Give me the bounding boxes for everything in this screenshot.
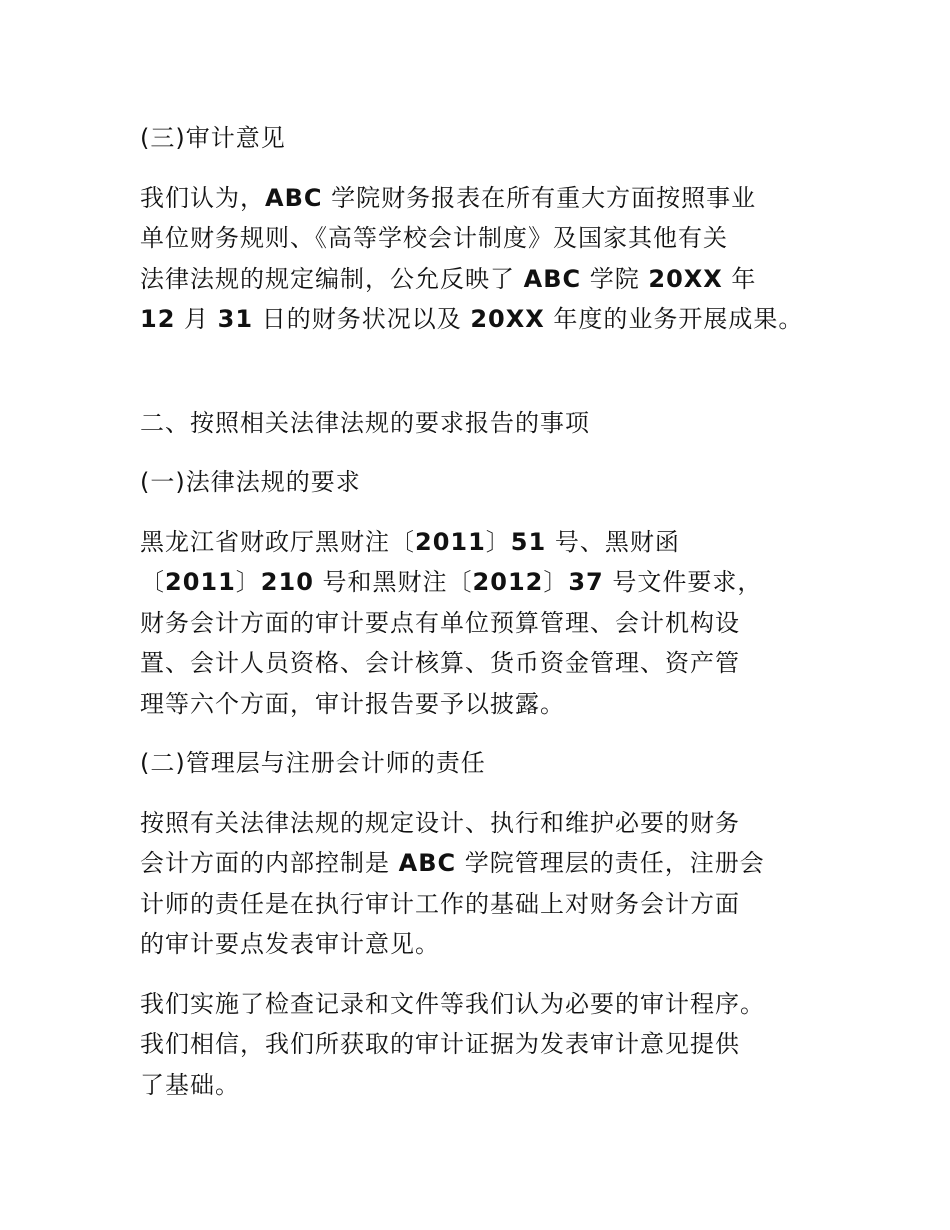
text-run: 〕	[543, 568, 569, 596]
requirements-paragraph	[140, 522, 820, 725]
text-line	[140, 984, 820, 1025]
text-line	[140, 259, 820, 300]
text-run: 会计方面的内部控制是	[140, 849, 399, 877]
text-line	[140, 843, 820, 884]
text-line	[140, 1024, 820, 1065]
bold-run: 2011	[415, 527, 486, 556]
text-run: 〕	[235, 568, 261, 596]
text-run: 单位财务规则、《高等学校会计制度》及国家其他有关	[140, 224, 728, 252]
text-run: 法律法规的规定编制，公允反映了	[140, 264, 524, 293]
text-line	[140, 1065, 820, 1106]
text-line	[140, 643, 820, 684]
text-run: 月	[175, 305, 218, 333]
text-run: 学院管理层的责任，注册会	[456, 849, 765, 877]
audit-opinion-paragraph	[140, 178, 820, 340]
text-line	[140, 884, 820, 925]
bold-run: ABC	[265, 183, 323, 212]
bold-run: 51	[510, 527, 547, 556]
section-spacer	[140, 359, 820, 403]
bold-run: 210	[260, 568, 314, 596]
text-line	[140, 924, 820, 965]
text-run: 号、黑财函	[546, 527, 680, 556]
text-run: 号和黑财注〔	[313, 568, 473, 596]
responsibilities-heading: (二)管理层与注册会计师的责任	[140, 749, 486, 777]
bold-run: 20XX	[470, 305, 545, 333]
responsibilities-paragraph	[140, 803, 820, 965]
text-run: 年	[722, 264, 757, 293]
text-run: 我们认为，	[140, 183, 265, 212]
text-run: 按照有关法律法规的规定设计、执行和维护必要的财务	[140, 808, 740, 837]
text-run: 号文件要求，	[603, 568, 763, 596]
section-two-heading: 二、按照相关法律法规的要求报告的事项	[140, 408, 590, 437]
bold-run: ABC	[398, 849, 457, 877]
document-page	[140, 118, 820, 1124]
text-run: 〔	[140, 568, 165, 596]
text-run: 日的财务状况以及	[253, 305, 471, 333]
text-run: 我们相信，我们所获取的审计证据为发表审计意见提供	[140, 1030, 740, 1058]
text-run: 置、会计人员资格、会计核算、货币资金管理、资产管	[140, 649, 740, 677]
text-run: 了基础。	[140, 1070, 240, 1099]
text-run: 年度的业务开展成果。	[544, 305, 804, 333]
text-run: 〕	[485, 527, 511, 556]
bold-run: 31	[217, 305, 254, 333]
bold-run: 2012	[472, 568, 544, 596]
text-run: 学院财务报表在所有重大方面按照事业	[322, 183, 757, 212]
text-run: 计师的责任是在执行审计工作的基础上对财务会计方面	[140, 889, 740, 918]
requirements-heading: (一)法律法规的要求	[140, 468, 361, 496]
text-line	[140, 684, 820, 725]
text-line	[140, 803, 820, 844]
text-run: 财务会计方面的审计要点有单位预算管理、会计机构设	[140, 608, 740, 637]
text-run: 理等六个方面，审计报告要予以披露。	[140, 689, 565, 718]
bold-run: 2011	[165, 568, 236, 596]
bold-run: 20XX	[648, 264, 723, 293]
audit-opinion-heading: (三)审计意见	[140, 124, 286, 152]
text-run: 的审计要点发表审计意见。	[140, 930, 440, 958]
text-run: 黑龙江省财政厅黑财注〔	[140, 527, 415, 556]
audit-evidence-paragraph	[140, 984, 820, 1106]
text-line	[140, 603, 820, 644]
text-run: 学院	[581, 264, 649, 293]
text-line	[140, 299, 820, 340]
text-line	[140, 522, 820, 563]
text-line	[140, 218, 820, 259]
bold-run: ABC	[523, 264, 582, 293]
text-line	[140, 178, 820, 219]
text-run: 我们实施了检查记录和文件等我们认为必要的审计程序。	[140, 989, 765, 1018]
bold-run: 12	[140, 305, 176, 333]
bold-run: 37	[568, 568, 604, 596]
text-line	[140, 562, 820, 603]
